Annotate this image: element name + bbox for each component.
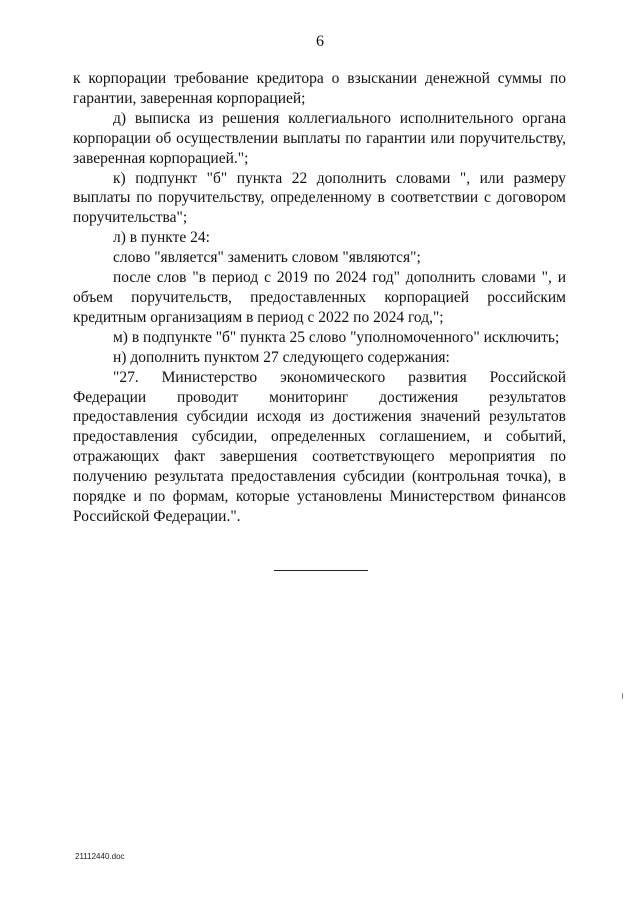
paragraph-item-l: л) в пункте 24:: [113, 229, 210, 247]
paragraph-item-k: к) подпункт "б" пункта 22 дополнить словами ", или размеру выплаты по поручительству, определенному в соответствии с договором поручительства";: [73, 169, 566, 227]
paragraph-point-27: "27. Министерство экономического развития Российской Федерации проводит мониторинг достижения результатов предоставления субсидии исходя из достижения значений результатов предоставления субсидии, определенных соглашением, и событий, отражающих факт завершения соответствующего мероприятия по получению результата предоставления субсидии (контрольная точка), в порядке и по формам, которые установлены Министерством финансов Российской Федерации.".: [73, 368, 566, 525]
paragraph-continuation: к корпорации требование кредитора о взыскании денежной суммы по гарантии, заверенная корпорацией;: [73, 70, 566, 107]
paragraph-period-addition: после слов "в период с 2019 по 2024 год" дополнить словами ", и объем поручительств, предоставленных корпорацией российским кредитным организациям в период с 2022 по 2024 год,";: [73, 269, 566, 326]
paragraph-item-d: д) выписка из решения коллегиального исполнительного органа корпорации об осуществлении выплаты по гарантии или поручительству, заверенная корпорацией.";: [73, 109, 566, 167]
end-separator-line: [274, 570, 368, 571]
paragraph-item-m: м) в подпункте "б" пункта 25 слово "уполномоченного" исключить;: [113, 328, 560, 346]
page-number: 6: [316, 33, 324, 50]
scan-edge-mark: [622, 693, 623, 699]
paragraph-item-n: н) дополнить пунктом 27 следующего содержания:: [113, 348, 450, 366]
paragraph-word-replacement: слово "является" заменить словом "являются";: [113, 249, 421, 267]
footer-filename: 21112440.doc: [75, 852, 125, 861]
document-body: [73, 69, 566, 527]
